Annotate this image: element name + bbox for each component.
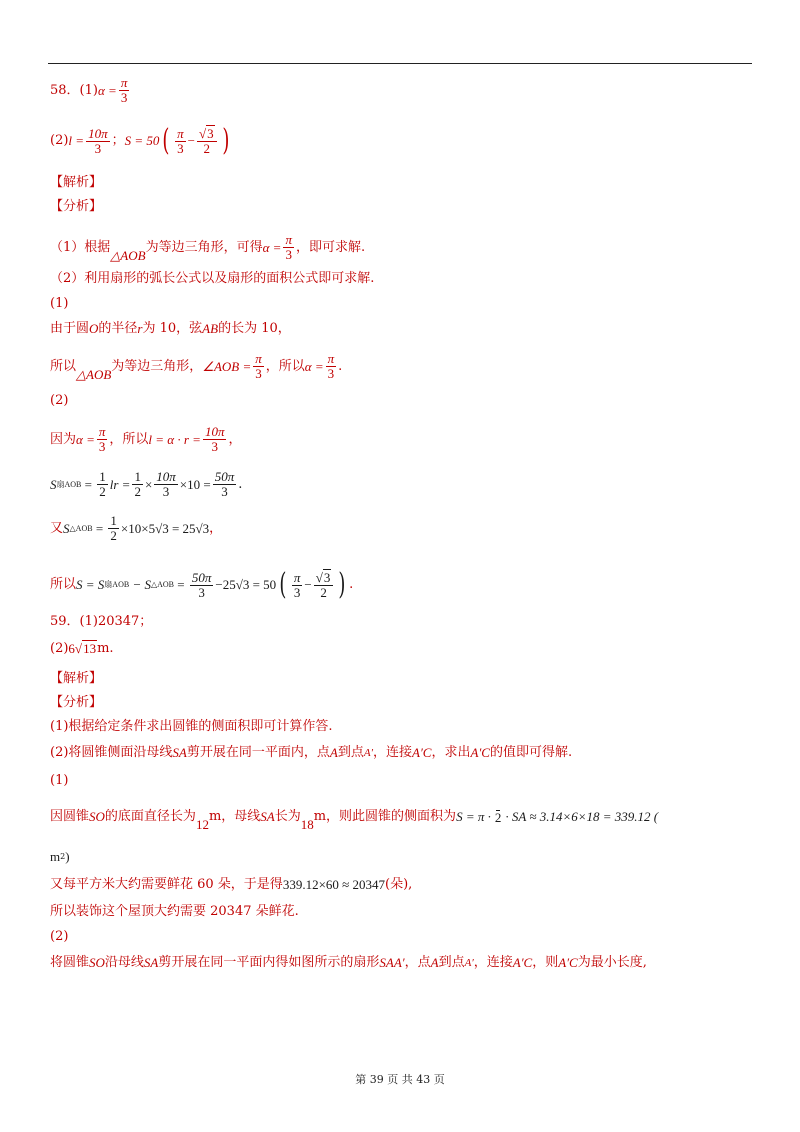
q58-analysis-1: （1）根据 △AOB 为等边三角形，可得 α = $\frac{\pi}{3}$ ，即可求解. (50, 232, 366, 263)
q59-flowers: 又每平方米大约需要鲜花 60 朵，于是得 339.12×60 ≈ 20347 (朵), (50, 877, 413, 892)
q58-sol2-line1: 因为 α = $\frac{\pi}{3}$ ，所以 l = α · r = $\frac{10\pi}{3}$ ， (50, 424, 242, 454)
q59-fenxi: 【分析】 (50, 695, 103, 710)
q59-jiexi: 【解析】 (50, 671, 103, 686)
fraction: $\frac{10\pi}{3}$ (88, 125, 108, 156)
header-rule (48, 63, 752, 64)
q58-number: 58．(1) (50, 82, 98, 98)
q59-sol2-label: (2) (50, 929, 69, 944)
q58-triangle-area: 又 S △AOB = $\frac{1}{2}$ ×10×5√3 = 25√3 ， (50, 513, 223, 543)
q58-final: 所以 S = S 扇AOB − S △AOB = $\frac{50\pi}{3}$ −25√3 = 50 ( $\frac{\pi}{3}$ − $\frac{√3}{2}$ ) . (50, 567, 354, 602)
fraction: $\frac{\pi}{3}$ (120, 75, 128, 105)
q58-analysis-2: （2）利用扇形的弧长公式以及扇形的面积公式即可求解. (50, 271, 375, 286)
q59-analysis-2: (2)将圆锥侧面沿母线 SA 剪开展在同一平面内，点 A 到点 A′ ，连接 A′C ，求出 A′C 的值即可得解. (50, 745, 573, 760)
q58-answer-2: (2) l = $\frac{10\pi}{3}$ ； S = 50 ( $\frac{\pi}{3}$ − $\frac{√3}{2}$ ) (50, 123, 229, 158)
q58-sol1-line2: 所以 △AOB 为等边三角形， ∠AOB = $\frac{\pi}{3}$ ，所以 α = $\frac{\pi}{3}$ . (50, 351, 343, 382)
q59-answer-2: (2) 6 √13 m. (50, 641, 114, 656)
q59-unfold: 将圆锥 SO 沿母线 SA 剪开展在同一平面内得如图所示的扇形 SAA′ ，点 A 到点 A′ ，连接 A′C ，则 A′C 为最小长度, (50, 955, 647, 970)
q58-fenxi: 【分析】 (50, 199, 103, 214)
q58-sol1-line1: 由于圆 O 的半径 r 为 10，弦 AB 的长为 10， (50, 321, 291, 336)
q59-answer-1: 59．(1)20347； (50, 614, 153, 629)
q58-sol1-label: (1) (50, 296, 69, 311)
page-footer: 第 39 页 共 43 页 (355, 1073, 445, 1086)
q58-answer-1: 58．(1) α = $\frac{\pi}{3}$ (50, 75, 128, 105)
q59-cone-area: 因圆锥 SO 的底面直径 长为 12 m，母线 SA 长为 18 m，则此圆锥的侧面积为 S = π · 2 · SA ≈ 3.14×6×18 = 339.12 ( (50, 809, 659, 832)
q59-sol1-label: (1) (50, 773, 69, 788)
q59-total: 所以装饰这个屋顶大约需要 20347 朵鲜花. (50, 904, 299, 919)
q58-sol2-label: (2) (50, 393, 69, 408)
q59-area-unit: m 2 ) (50, 849, 70, 864)
q59-analysis-1: (1)根据给定条件求出圆锥的侧面积即可计算作答. (50, 719, 333, 734)
q58-jiexi: 【解析】 (50, 175, 103, 190)
q58-sector-area: S 扇AOB = $\frac{1}{2}$ lr = $\frac{1}{2}$ × $\frac{10\pi}{3}$ ×10 = $\frac{50\pi}{3}$ . (50, 469, 243, 499)
